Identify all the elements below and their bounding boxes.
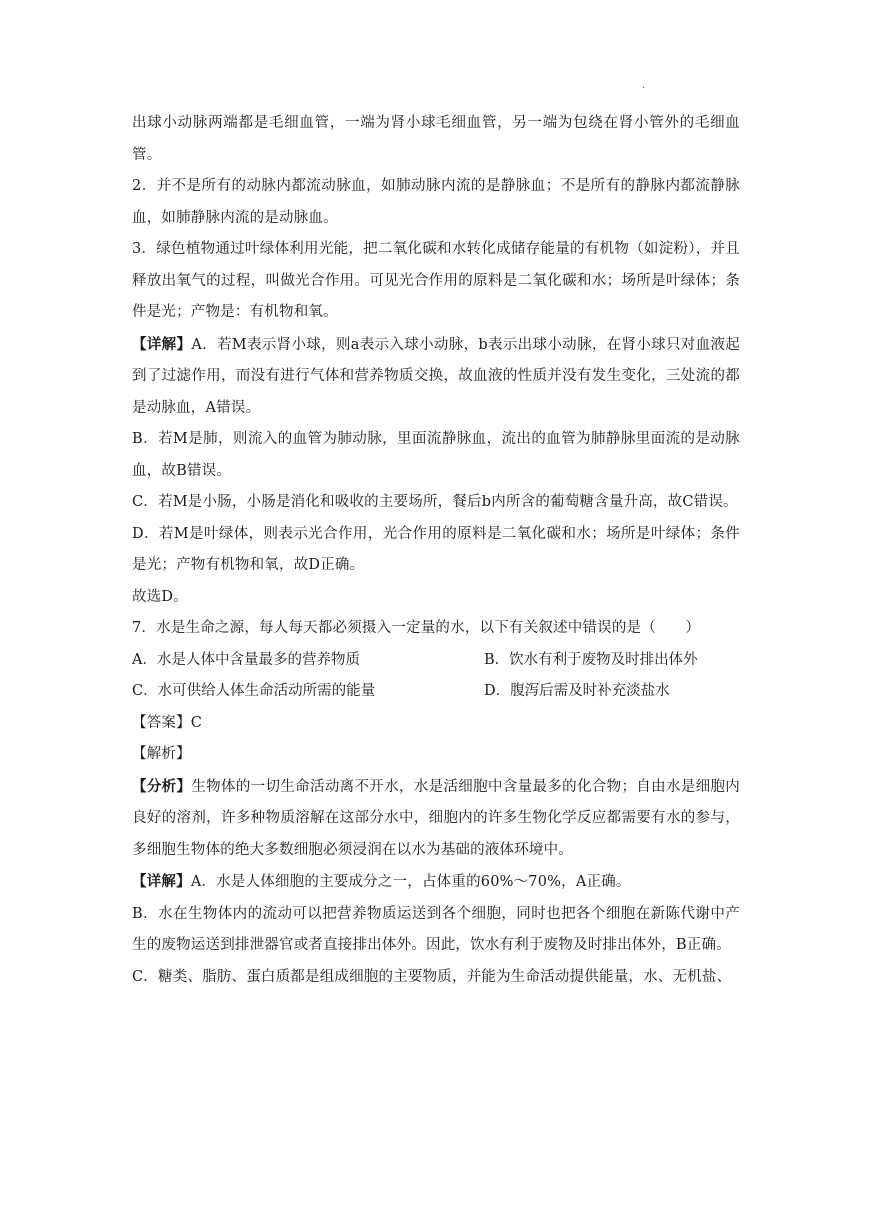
options-row-1 — [132, 645, 740, 677]
option-b: B．饮水有利于废物及时排出体外 — [484, 651, 698, 668]
analysis-label: 【解析】 — [132, 746, 191, 762]
question-detail-tag: 【详解】 — [132, 873, 191, 890]
paragraph-detail-c: C．若M是小肠，小肠是消化和吸收的主要场所，餐后b内所含的葡萄糖含量升高，故C错误。 — [132, 494, 738, 510]
question-stem: 7．水是生命之源，每人每天都必须摄入一定量的水，以下有关叙述中错误的是（ ） — [132, 620, 701, 636]
analysis-tag: 【分析】 — [132, 777, 192, 795]
page-mark: · — [642, 83, 646, 94]
paragraph-3: 3．绿色植物通过叶绿体利用光能，把二氧化碳和水转化成储存能量的有机物（如淀粉），并且释放出氧气的过程，叫做光合作用。可见光合作用的原料是二氧化碳和水；场所是叶绿体；条件是光；产物是：有机物和氧。 — [132, 241, 740, 320]
option-d: D．腹泻后需及时补充淡盐水 — [484, 683, 670, 699]
answer-line: 【答案】C — [132, 714, 203, 731]
options-row-2 — [132, 676, 740, 708]
detail-a-text: A．若M表示肾小球，则a表示入球小动脉，b表示出球小动脉，在肾小球只对血液起到了过滤作用，而没有进行气体和营养物质交换，故血液的性质并没有发生变化，三处流的都是动脉血，A错误。 — [132, 336, 740, 416]
analysis-paragraph — [132, 771, 740, 867]
paragraph-detail-d: D．若M是叶绿体，则表示光合作用，光合作用的原料是二氧化碳和水；场所是叶绿体；条件是光；产物有机物和氧，故D正确。 — [132, 525, 740, 573]
paragraph-1: 出球小动脉两端都是毛细血管，一端为肾小球毛细血管，另一端为包绕在肾小管外的毛细血管。 — [132, 115, 740, 163]
document-content — [132, 108, 740, 993]
option-c: C．水可供给人体生命活动所需的能量 — [132, 683, 376, 699]
option-a: A．水是人体中含量最多的营养物质 — [132, 651, 360, 668]
question-detail-b: B．水在生物体内的流动可以把营养物质运送到各个细胞，同时也把各个细胞在新陈代谢中产生的废物运送到排泄器官或者直接排出体外。因此，饮水有利于废物及时排出体外，B正确。 — [132, 905, 740, 953]
analysis-text: 生物体的一切生命活动离不开水，水是活细胞中含量最多的化合物；自由水是细胞内良好的溶剂，许多种物质溶解在这部分水中，细胞内的许多生物化学反应都需要有水的参与，多细胞生物体的绝大多数细胞必须浸润在以水为基础的液体环境中。 — [132, 778, 740, 858]
paragraph-2: 2．并不是所有的动脉内都流动脉血，如肺动脉内流的是静脉血；不是所有的静脉内都流静脉血，如肺静脉内流的是动脉血。 — [132, 178, 740, 226]
question-detail-a — [132, 866, 740, 899]
paragraph-detail-a — [132, 329, 740, 425]
paragraph-detail-b: B．若M是肺，则流入的血管为肺动脉，里面流静脉血，流出的血管为肺静脉里面流的是动脉血，故B错误。 — [132, 431, 740, 479]
detail-tag: 【详解】 — [132, 335, 192, 353]
paragraph-conclusion: 故选D。 — [132, 588, 188, 605]
question-detail-c: C．糖类、脂肪、蛋白质都是组成细胞的主要物质，并能为生命活动提供能量，水、无机盐、 — [132, 968, 732, 985]
question-detail-a-text: A．水是人体细胞的主要成分之一，占体重的60%～70%，A正确。 — [190, 874, 631, 890]
